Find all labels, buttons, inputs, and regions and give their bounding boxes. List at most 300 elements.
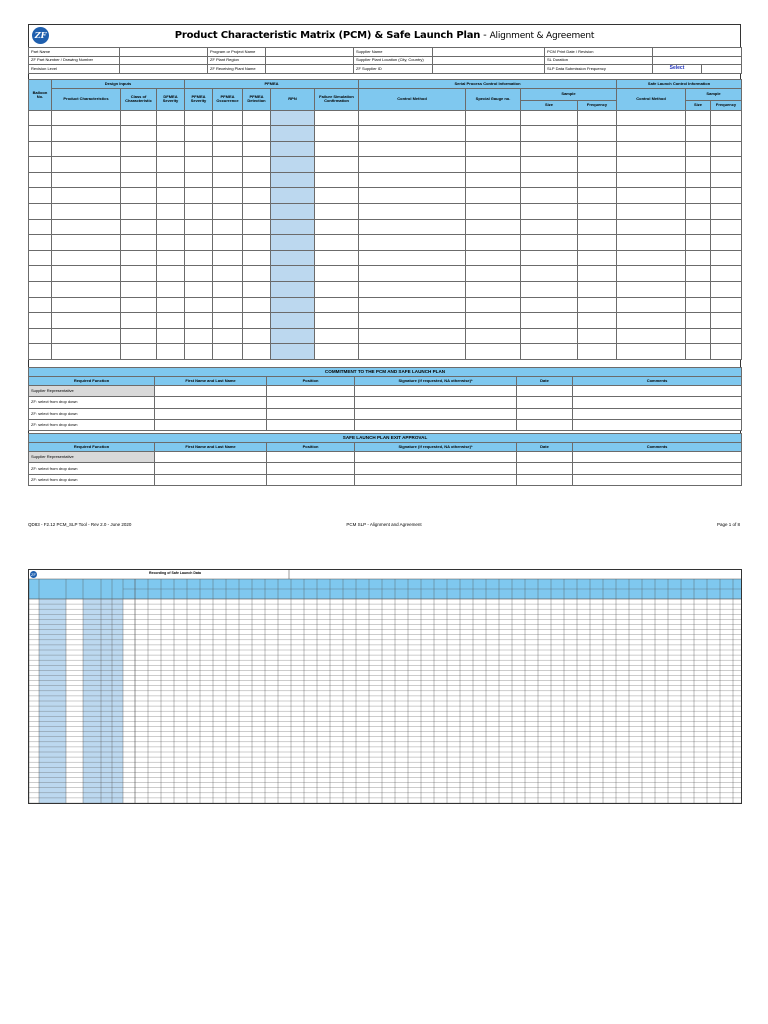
- matrix-cell[interactable]: [185, 328, 213, 344]
- matrix-cell[interactable]: [121, 266, 157, 282]
- required-function-cell[interactable]: ZF: select from drop down: [29, 419, 155, 430]
- matrix-cell[interactable]: [686, 172, 711, 188]
- matrix-cell[interactable]: [121, 282, 157, 298]
- matrix-cell[interactable]: [243, 110, 271, 126]
- matrix-cell[interactable]: [185, 266, 213, 282]
- matrix-cell[interactable]: [578, 297, 617, 313]
- matrix-cell[interactable]: [29, 328, 52, 344]
- matrix-cell[interactable]: [52, 172, 121, 188]
- spacer: [28, 360, 741, 367]
- matrix-cell[interactable]: [521, 110, 578, 126]
- matrix-cell[interactable]: [617, 235, 686, 251]
- signoff-input-cell[interactable]: [267, 452, 355, 463]
- signoff-input-cell[interactable]: [573, 452, 742, 463]
- signoff-input-cell[interactable]: [155, 419, 267, 430]
- matrix-cell[interactable]: [359, 328, 466, 344]
- matrix-cell[interactable]: [213, 157, 243, 173]
- matrix-cell[interactable]: [121, 141, 157, 157]
- matrix-cell[interactable]: [213, 297, 243, 313]
- matrix-cell[interactable]: [521, 188, 578, 204]
- matrix-cell[interactable]: [578, 172, 617, 188]
- matrix-cell[interactable]: [711, 250, 742, 266]
- matrix-cell[interactable]: [52, 297, 121, 313]
- matrix-cell[interactable]: [52, 344, 121, 360]
- matrix-cell[interactable]: [157, 250, 185, 266]
- col-failure-simulation: Failure Simulation Confirmation: [315, 88, 359, 110]
- matrix-cell[interactable]: [121, 126, 157, 142]
- matrix-header-row: [29, 88, 742, 100]
- matrix-cell[interactable]: [213, 313, 243, 329]
- matrix-cell[interactable]: [578, 219, 617, 235]
- matrix-cell[interactable]: [578, 250, 617, 266]
- matrix-cell[interactable]: [52, 157, 121, 173]
- matrix-cell[interactable]: [243, 266, 271, 282]
- matrix-cell[interactable]: [243, 172, 271, 188]
- matrix-cell[interactable]: [686, 204, 711, 220]
- matrix-cell[interactable]: [578, 344, 617, 360]
- matrix-cell[interactable]: [578, 157, 617, 173]
- signoff-input-cell[interactable]: [573, 386, 742, 397]
- matrix-cell[interactable]: [617, 313, 686, 329]
- signoff-input-cell[interactable]: [355, 386, 517, 397]
- matrix-cell[interactable]: [157, 313, 185, 329]
- matrix-cell[interactable]: [213, 188, 243, 204]
- matrix-cell[interactable]: [521, 344, 578, 360]
- matrix-cell[interactable]: [578, 282, 617, 298]
- signoff-input-cell[interactable]: [267, 408, 355, 419]
- select-slp-frequency[interactable]: Select: [653, 65, 702, 74]
- matrix-cell[interactable]: [52, 204, 121, 220]
- matrix-cell[interactable]: [157, 282, 185, 298]
- matrix-cell[interactable]: [466, 297, 521, 313]
- matrix-cell[interactable]: [315, 250, 359, 266]
- matrix-cell[interactable]: [617, 110, 686, 126]
- signoff-input-cell[interactable]: [267, 397, 355, 408]
- matrix-cell[interactable]: [121, 250, 157, 266]
- signoff-input-cell[interactable]: [267, 474, 355, 485]
- matrix-cell[interactable]: [213, 328, 243, 344]
- matrix-cell[interactable]: [686, 235, 711, 251]
- matrix-cell[interactable]: [243, 313, 271, 329]
- matrix-cell[interactable]: [686, 282, 711, 298]
- required-function-cell[interactable]: ZF: select from drop down: [29, 408, 155, 419]
- matrix-cell[interactable]: [359, 172, 466, 188]
- matrix-cell[interactable]: [213, 344, 243, 360]
- matrix-cell[interactable]: [185, 313, 213, 329]
- matrix-cell[interactable]: [52, 126, 121, 142]
- matrix-cell[interactable]: [29, 235, 52, 251]
- group-design-inputs: Design Inputs: [52, 79, 185, 88]
- matrix-cell[interactable]: [359, 344, 466, 360]
- col-slc-sample: Sample: [686, 88, 742, 100]
- matrix-cell[interactable]: [315, 297, 359, 313]
- matrix-cell[interactable]: [315, 282, 359, 298]
- matrix-cell[interactable]: [578, 126, 617, 142]
- matrix-cell[interactable]: [121, 219, 157, 235]
- matrix-cell[interactable]: [711, 266, 742, 282]
- matrix-cell[interactable]: [213, 235, 243, 251]
- matrix-cell[interactable]: [157, 110, 185, 126]
- matrix-cell[interactable]: [521, 157, 578, 173]
- matrix-cell[interactable]: [359, 219, 466, 235]
- matrix-cell[interactable]: [185, 297, 213, 313]
- matrix-cell[interactable]: [521, 172, 578, 188]
- matrix-cell[interactable]: [466, 328, 521, 344]
- matrix-cell[interactable]: [185, 157, 213, 173]
- matrix-cell[interactable]: [121, 172, 157, 188]
- matrix-cell[interactable]: [315, 172, 359, 188]
- label-part-name: Part Name: [29, 48, 120, 57]
- matrix-cell[interactable]: [121, 328, 157, 344]
- signoff-input-cell[interactable]: [355, 408, 517, 419]
- matrix-cell[interactable]: [315, 141, 359, 157]
- matrix-cell[interactable]: [185, 219, 213, 235]
- matrix-cell[interactable]: [157, 188, 185, 204]
- matrix-cell[interactable]: [617, 172, 686, 188]
- input-sl-duration[interactable]: [653, 56, 742, 65]
- matrix-cell[interactable]: [617, 188, 686, 204]
- matrix-cell[interactable]: [243, 126, 271, 142]
- matrix-cell[interactable]: [121, 110, 157, 126]
- matrix-cell[interactable]: [243, 250, 271, 266]
- matrix-cell[interactable]: [52, 250, 121, 266]
- matrix-cell[interactable]: [578, 313, 617, 329]
- matrix-cell[interactable]: [521, 250, 578, 266]
- matrix-cell[interactable]: [686, 344, 711, 360]
- matrix-cell[interactable]: [52, 141, 121, 157]
- matrix-cell[interactable]: [359, 126, 466, 142]
- matrix-cell[interactable]: [359, 297, 466, 313]
- signoff-input-cell[interactable]: [267, 419, 355, 430]
- matrix-cell[interactable]: [521, 313, 578, 329]
- matrix-cell[interactable]: [686, 141, 711, 157]
- signoff-input-cell[interactable]: [573, 419, 742, 430]
- matrix-cell[interactable]: [711, 110, 742, 126]
- matrix-cell[interactable]: [359, 313, 466, 329]
- matrix-cell[interactable]: [711, 297, 742, 313]
- matrix-cell[interactable]: [121, 313, 157, 329]
- matrix-cell[interactable]: [157, 172, 185, 188]
- matrix-cell[interactable]: [466, 172, 521, 188]
- signoff-input-cell[interactable]: [517, 419, 573, 430]
- matrix-cell[interactable]: [157, 297, 185, 313]
- matrix-cell[interactable]: [52, 313, 121, 329]
- signoff-input-cell[interactable]: [267, 463, 355, 474]
- matrix-cell[interactable]: [243, 141, 271, 157]
- matrix-cell[interactable]: [29, 219, 52, 235]
- signoff-input-cell[interactable]: [517, 397, 573, 408]
- matrix-cell[interactable]: [185, 344, 213, 360]
- matrix-cell[interactable]: [466, 157, 521, 173]
- signoff-input-cell[interactable]: [355, 419, 517, 430]
- required-function-cell[interactable]: ZF: select from drop down: [29, 463, 155, 474]
- matrix-cell[interactable]: [121, 157, 157, 173]
- signoff-input-cell[interactable]: [267, 386, 355, 397]
- matrix-cell[interactable]: [359, 157, 466, 173]
- matrix-cell[interactable]: [29, 126, 52, 142]
- matrix-cell[interactable]: [686, 157, 711, 173]
- matrix-cell[interactable]: [521, 219, 578, 235]
- matrix-cell[interactable]: [29, 110, 52, 126]
- matrix-cell[interactable]: [121, 235, 157, 251]
- matrix-cell[interactable]: [52, 266, 121, 282]
- matrix-cell[interactable]: [52, 282, 121, 298]
- matrix-cell[interactable]: [29, 157, 52, 173]
- input-pcm-print-date[interactable]: [653, 48, 742, 57]
- matrix-cell[interactable]: [213, 282, 243, 298]
- matrix-cell[interactable]: [213, 110, 243, 126]
- matrix-cell[interactable]: [711, 235, 742, 251]
- matrix-cell[interactable]: [617, 266, 686, 282]
- matrix-cell[interactable]: [359, 110, 466, 126]
- matrix-cell[interactable]: [617, 204, 686, 220]
- matrix-cell[interactable]: [157, 266, 185, 282]
- matrix-cell[interactable]: [185, 110, 213, 126]
- matrix-cell[interactable]: [243, 297, 271, 313]
- matrix-cell[interactable]: [52, 328, 121, 344]
- matrix-cell[interactable]: [521, 297, 578, 313]
- matrix-cell[interactable]: [521, 141, 578, 157]
- matrix-cell[interactable]: [315, 219, 359, 235]
- matrix-cell[interactable]: [617, 282, 686, 298]
- col-pfmea-severity: PFMEA Severity: [185, 88, 213, 110]
- matrix-cell[interactable]: [185, 126, 213, 142]
- matrix-cell[interactable]: [52, 219, 121, 235]
- signoff-input-cell[interactable]: [155, 408, 267, 419]
- matrix-cell[interactable]: [578, 204, 617, 220]
- signoff-input-cell[interactable]: [517, 452, 573, 463]
- matrix-cell[interactable]: [315, 110, 359, 126]
- input-plant-region[interactable]: [266, 56, 354, 65]
- matrix-cell[interactable]: [466, 110, 521, 126]
- matrix-cell[interactable]: [521, 235, 578, 251]
- matrix-cell[interactable]: [578, 235, 617, 251]
- matrix-cell[interactable]: [315, 328, 359, 344]
- matrix-cell[interactable]: [578, 328, 617, 344]
- matrix-cell[interactable]: [686, 126, 711, 142]
- input-supplier-id[interactable]: [433, 65, 545, 74]
- matrix-cell[interactable]: [157, 157, 185, 173]
- matrix-cell[interactable]: [617, 157, 686, 173]
- matrix-cell[interactable]: [213, 266, 243, 282]
- matrix-cell[interactable]: [52, 110, 121, 126]
- matrix-cell[interactable]: [466, 126, 521, 142]
- matrix-cell[interactable]: [686, 188, 711, 204]
- matrix-cell[interactable]: [157, 219, 185, 235]
- signoff-input-cell[interactable]: [155, 474, 267, 485]
- matrix-cell[interactable]: [711, 141, 742, 157]
- matrix-cell[interactable]: [29, 141, 52, 157]
- matrix-cell[interactable]: [711, 204, 742, 220]
- matrix-cell[interactable]: [466, 313, 521, 329]
- matrix-cell[interactable]: [711, 313, 742, 329]
- matrix-cell[interactable]: [157, 204, 185, 220]
- matrix-cell[interactable]: [243, 235, 271, 251]
- matrix-cell[interactable]: [243, 219, 271, 235]
- matrix-cell[interactable]: [157, 235, 185, 251]
- matrix-cell[interactable]: [157, 141, 185, 157]
- required-function-cell[interactable]: ZF: select from drop down: [29, 397, 155, 408]
- matrix-cell[interactable]: [29, 266, 52, 282]
- signoff-input-cell[interactable]: [155, 397, 267, 408]
- matrix-cell[interactable]: [359, 250, 466, 266]
- matrix-cell[interactable]: [466, 235, 521, 251]
- matrix-cell[interactable]: [617, 328, 686, 344]
- matrix-cell[interactable]: [686, 110, 711, 126]
- matrix-cell[interactable]: [29, 313, 52, 329]
- signoff-input-cell[interactable]: [355, 463, 517, 474]
- label-plant-region: ZF Plant Region: [208, 56, 266, 65]
- matrix-cell[interactable]: [213, 126, 243, 142]
- matrix-cell[interactable]: [121, 204, 157, 220]
- matrix-cell[interactable]: [711, 328, 742, 344]
- matrix-cell[interactable]: [617, 126, 686, 142]
- matrix-cell[interactable]: [617, 344, 686, 360]
- matrix-cell[interactable]: [157, 344, 185, 360]
- matrix-cell[interactable]: [243, 282, 271, 298]
- matrix-cell[interactable]: [52, 188, 121, 204]
- matrix-cell[interactable]: [185, 204, 213, 220]
- matrix-cell[interactable]: [617, 141, 686, 157]
- input-revision-level[interactable]: [120, 65, 208, 74]
- signoff-input-cell[interactable]: [155, 463, 267, 474]
- matrix-cell[interactable]: [359, 204, 466, 220]
- matrix-cell[interactable]: [185, 172, 213, 188]
- matrix-cell[interactable]: [157, 126, 185, 142]
- signoff-input-cell[interactable]: [155, 452, 267, 463]
- matrix-cell[interactable]: [359, 188, 466, 204]
- matrix-cell[interactable]: [521, 126, 578, 142]
- input-supplier-location[interactable]: [433, 56, 545, 65]
- matrix-cell[interactable]: [711, 188, 742, 204]
- matrix-cell[interactable]: [315, 313, 359, 329]
- matrix-cell[interactable]: [578, 188, 617, 204]
- matrix-cell[interactable]: [578, 110, 617, 126]
- matrix-cell[interactable]: [315, 204, 359, 220]
- matrix-cell[interactable]: [466, 204, 521, 220]
- matrix-cell[interactable]: [29, 204, 52, 220]
- required-function-cell[interactable]: ZF: select from drop down: [29, 474, 155, 485]
- matrix-cell[interactable]: [29, 250, 52, 266]
- matrix-cell[interactable]: [466, 344, 521, 360]
- matrix-cell[interactable]: [711, 126, 742, 142]
- matrix-cell[interactable]: [243, 204, 271, 220]
- matrix-cell[interactable]: [185, 282, 213, 298]
- matrix-cell[interactable]: [466, 282, 521, 298]
- matrix-cell[interactable]: [617, 297, 686, 313]
- matrix-cell[interactable]: [315, 188, 359, 204]
- signoff-input-cell[interactable]: [355, 474, 517, 485]
- input-supplier-name[interactable]: [433, 48, 545, 57]
- matrix-cell[interactable]: [315, 157, 359, 173]
- matrix-cell[interactable]: [711, 282, 742, 298]
- matrix-cell[interactable]: [157, 328, 185, 344]
- matrix-cell[interactable]: [213, 250, 243, 266]
- matrix-cell[interactable]: [359, 141, 466, 157]
- matrix-cell[interactable]: [243, 157, 271, 173]
- matrix-cell[interactable]: [521, 266, 578, 282]
- matrix-cell[interactable]: [686, 328, 711, 344]
- matrix-cell[interactable]: [521, 282, 578, 298]
- matrix-cell[interactable]: [185, 141, 213, 157]
- matrix-cell[interactable]: [121, 297, 157, 313]
- input-receiving-plant[interactable]: [266, 65, 354, 74]
- signoff-input-cell[interactable]: [517, 408, 573, 419]
- matrix-cell[interactable]: [521, 204, 578, 220]
- matrix-cell[interactable]: [686, 266, 711, 282]
- matrix-cell[interactable]: [359, 235, 466, 251]
- matrix-cell[interactable]: [29, 297, 52, 313]
- signoff-input-cell[interactable]: [517, 463, 573, 474]
- matrix-cell[interactable]: [578, 266, 617, 282]
- matrix-cell[interactable]: [711, 157, 742, 173]
- matrix-cell[interactable]: [686, 297, 711, 313]
- matrix-cell[interactable]: [617, 250, 686, 266]
- matrix-cell[interactable]: [243, 344, 271, 360]
- signoff-input-cell[interactable]: [355, 452, 517, 463]
- matrix-cell[interactable]: [185, 250, 213, 266]
- input-program-name[interactable]: [266, 48, 354, 57]
- matrix-cell[interactable]: [243, 188, 271, 204]
- matrix-cell[interactable]: [617, 219, 686, 235]
- matrix-cell[interactable]: [213, 219, 243, 235]
- matrix-cell[interactable]: [686, 219, 711, 235]
- signoff-input-cell[interactable]: [517, 386, 573, 397]
- matrix-cell[interactable]: [359, 266, 466, 282]
- matrix-cell[interactable]: [121, 188, 157, 204]
- matrix-cell[interactable]: [521, 328, 578, 344]
- input-part-name[interactable]: [120, 48, 208, 57]
- matrix-cell[interactable]: [578, 141, 617, 157]
- matrix-cell[interactable]: [213, 141, 243, 157]
- matrix-cell[interactable]: [359, 282, 466, 298]
- matrix-cell[interactable]: [315, 235, 359, 251]
- signoff-input-cell[interactable]: [155, 386, 267, 397]
- matrix-cell[interactable]: [121, 344, 157, 360]
- matrix-cell[interactable]: [213, 172, 243, 188]
- matrix-cell[interactable]: [315, 344, 359, 360]
- input-part-number[interactable]: [120, 56, 208, 65]
- signoff-input-cell[interactable]: [573, 397, 742, 408]
- matrix-cell[interactable]: [29, 282, 52, 298]
- matrix-cell[interactable]: [185, 235, 213, 251]
- matrix-cell[interactable]: [466, 141, 521, 157]
- matrix-cell[interactable]: [315, 266, 359, 282]
- matrix-cell[interactable]: [711, 344, 742, 360]
- matrix-cell[interactable]: [466, 219, 521, 235]
- signoff-input-cell[interactable]: [573, 463, 742, 474]
- matrix-cell[interactable]: [466, 188, 521, 204]
- matrix-cell[interactable]: [711, 219, 742, 235]
- matrix-cell[interactable]: [315, 126, 359, 142]
- matrix-cell[interactable]: [213, 204, 243, 220]
- signoff-input-cell[interactable]: [573, 474, 742, 485]
- matrix-cell[interactable]: [686, 313, 711, 329]
- matrix-cell[interactable]: [711, 172, 742, 188]
- matrix-cell[interactable]: [29, 172, 52, 188]
- matrix-cell[interactable]: [52, 235, 121, 251]
- signoff-input-cell[interactable]: [355, 397, 517, 408]
- signoff-input-cell[interactable]: [517, 474, 573, 485]
- signoff-input-cell[interactable]: [573, 408, 742, 419]
- matrix-cell[interactable]: [466, 266, 521, 282]
- matrix-cell[interactable]: [243, 328, 271, 344]
- matrix-cell[interactable]: [29, 344, 52, 360]
- matrix-cell[interactable]: [686, 250, 711, 266]
- matrix-cell[interactable]: [185, 188, 213, 204]
- matrix-cell[interactable]: [29, 188, 52, 204]
- matrix-cell[interactable]: [466, 250, 521, 266]
